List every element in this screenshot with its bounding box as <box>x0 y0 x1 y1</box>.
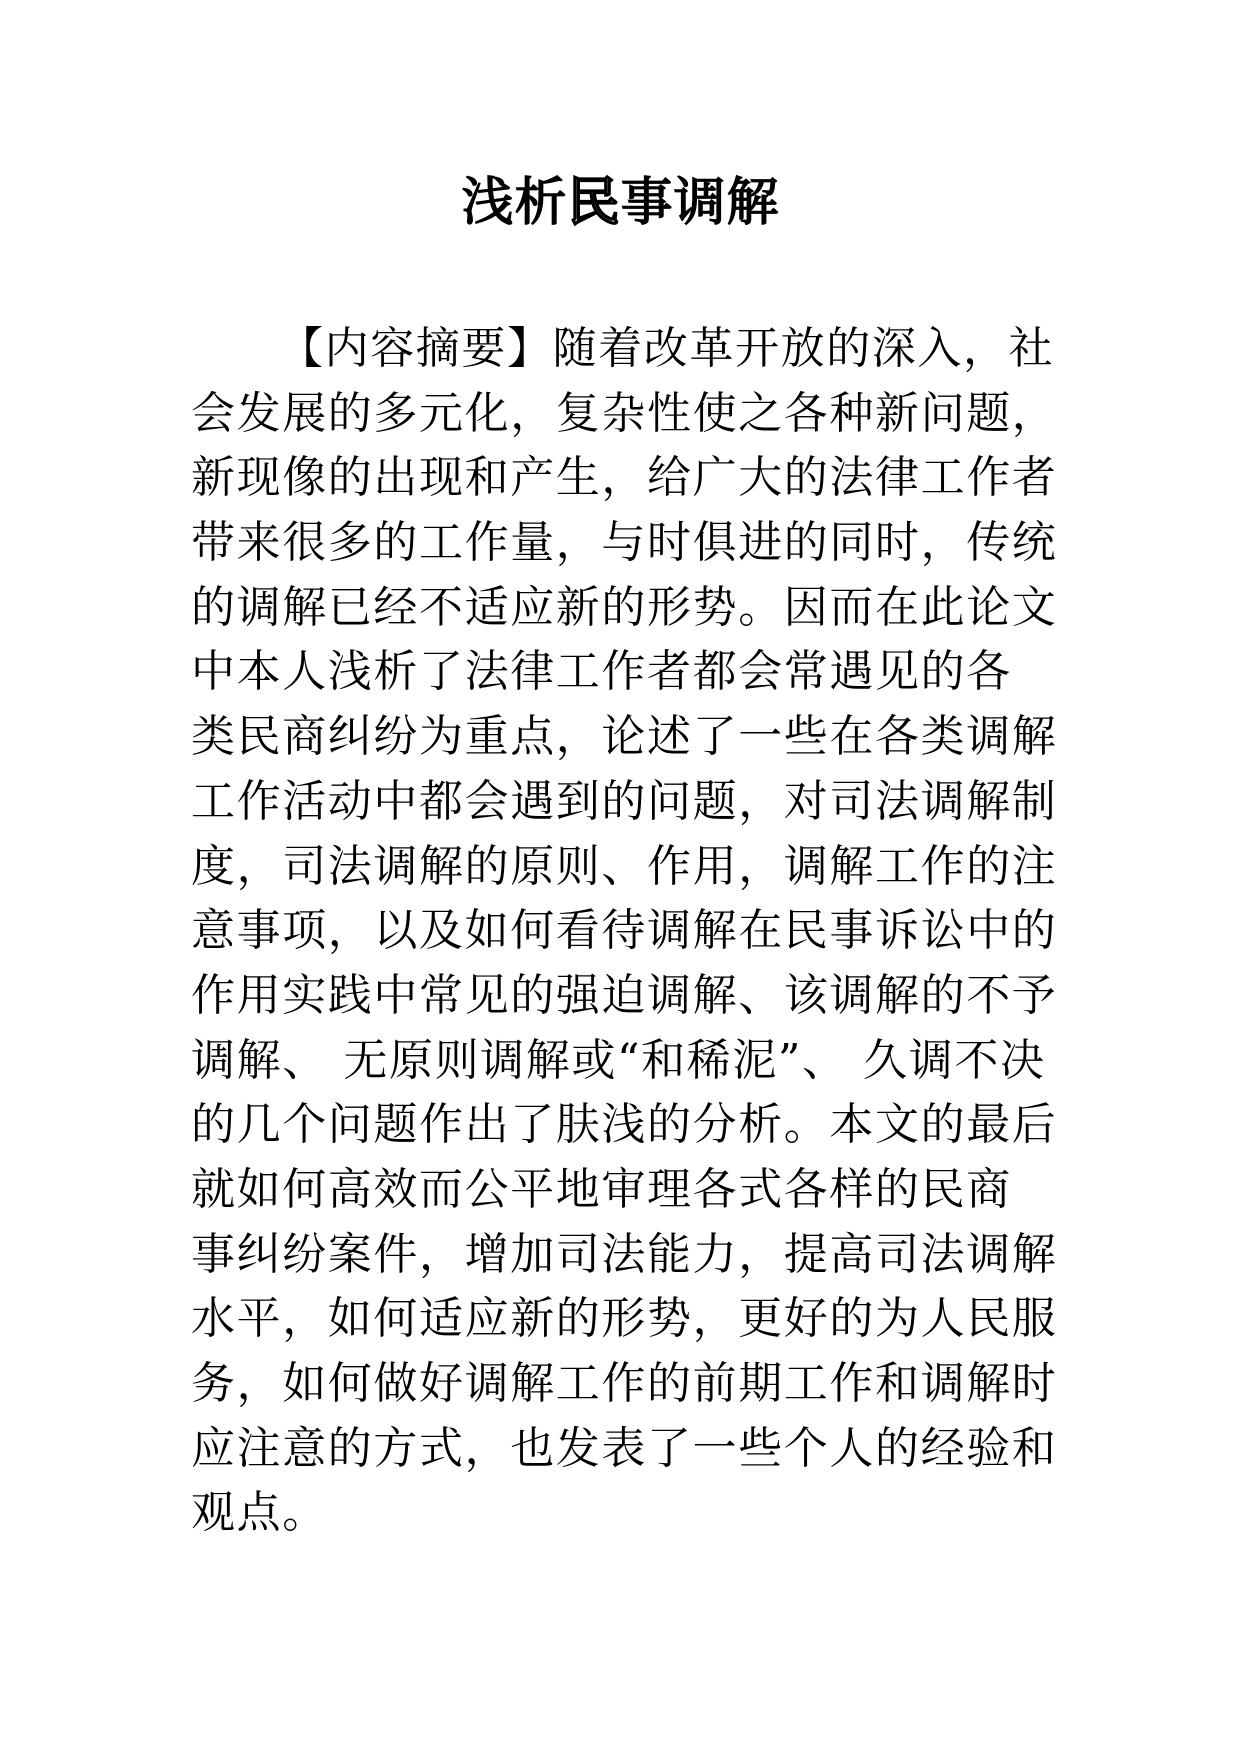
abstract-line: 会发展的多元化，复杂性使之各种新问题， <box>191 387 1058 439</box>
abstract-line: 【内容摘要】随着改革开放的深入，社 <box>279 323 1055 374</box>
abstract-line: 事纠纷案件，增加司法能力，提高司法调解 <box>191 1228 1058 1280</box>
abstract-line: 带来很多的工作量，与时俱进的同时，传统 <box>191 517 1058 569</box>
abstract-line: 调解、 无原则调解或“和稀泥”、 久调不决 <box>191 1034 1046 1086</box>
abstract-line: 度，司法调解的原则、作用，调解工作的注 <box>191 840 1058 892</box>
abstract-line: 就如何高效而公平地审理各式各样的民商 <box>191 1163 1012 1215</box>
abstract-line: 观点。 <box>191 1487 328 1539</box>
abstract-line: 应注意的方式，也发表了一些个人的经验和 <box>191 1422 1058 1474</box>
abstract-line: 类民商纠纷为重点，论述了一些在各类调解 <box>191 711 1058 763</box>
abstract-line: 新现像的出现和产生，给广大的法律工作者 <box>191 452 1058 504</box>
abstract-line: 中本人浅析了法律工作者都会常遇见的各 <box>191 646 1012 698</box>
abstract-line: 务，如何做好调解工作的前期工作和调解时 <box>191 1358 1058 1409</box>
abstract-line: 的几个问题作出了肤浅的分析。本文的最后 <box>191 1099 1058 1151</box>
abstract-line: 工作活动中都会遇到的问题，对司法调解制 <box>191 775 1058 827</box>
abstract-paragraph <box>191 317 1071 1546</box>
abstract-line: 作用实践中常见的强迫调解、该调解的不予 <box>191 969 1058 1021</box>
document-title: 浅析民事调解 <box>461 172 780 233</box>
abstract-line: 水平，如何适应新的形势，更好的为人民服 <box>191 1293 1058 1345</box>
abstract-line: 意事项，以及如何看待调解在民事诉讼中的 <box>191 905 1058 957</box>
abstract-line: 的调解已经不适应新的形势。因而在此论文 <box>191 581 1058 633</box>
